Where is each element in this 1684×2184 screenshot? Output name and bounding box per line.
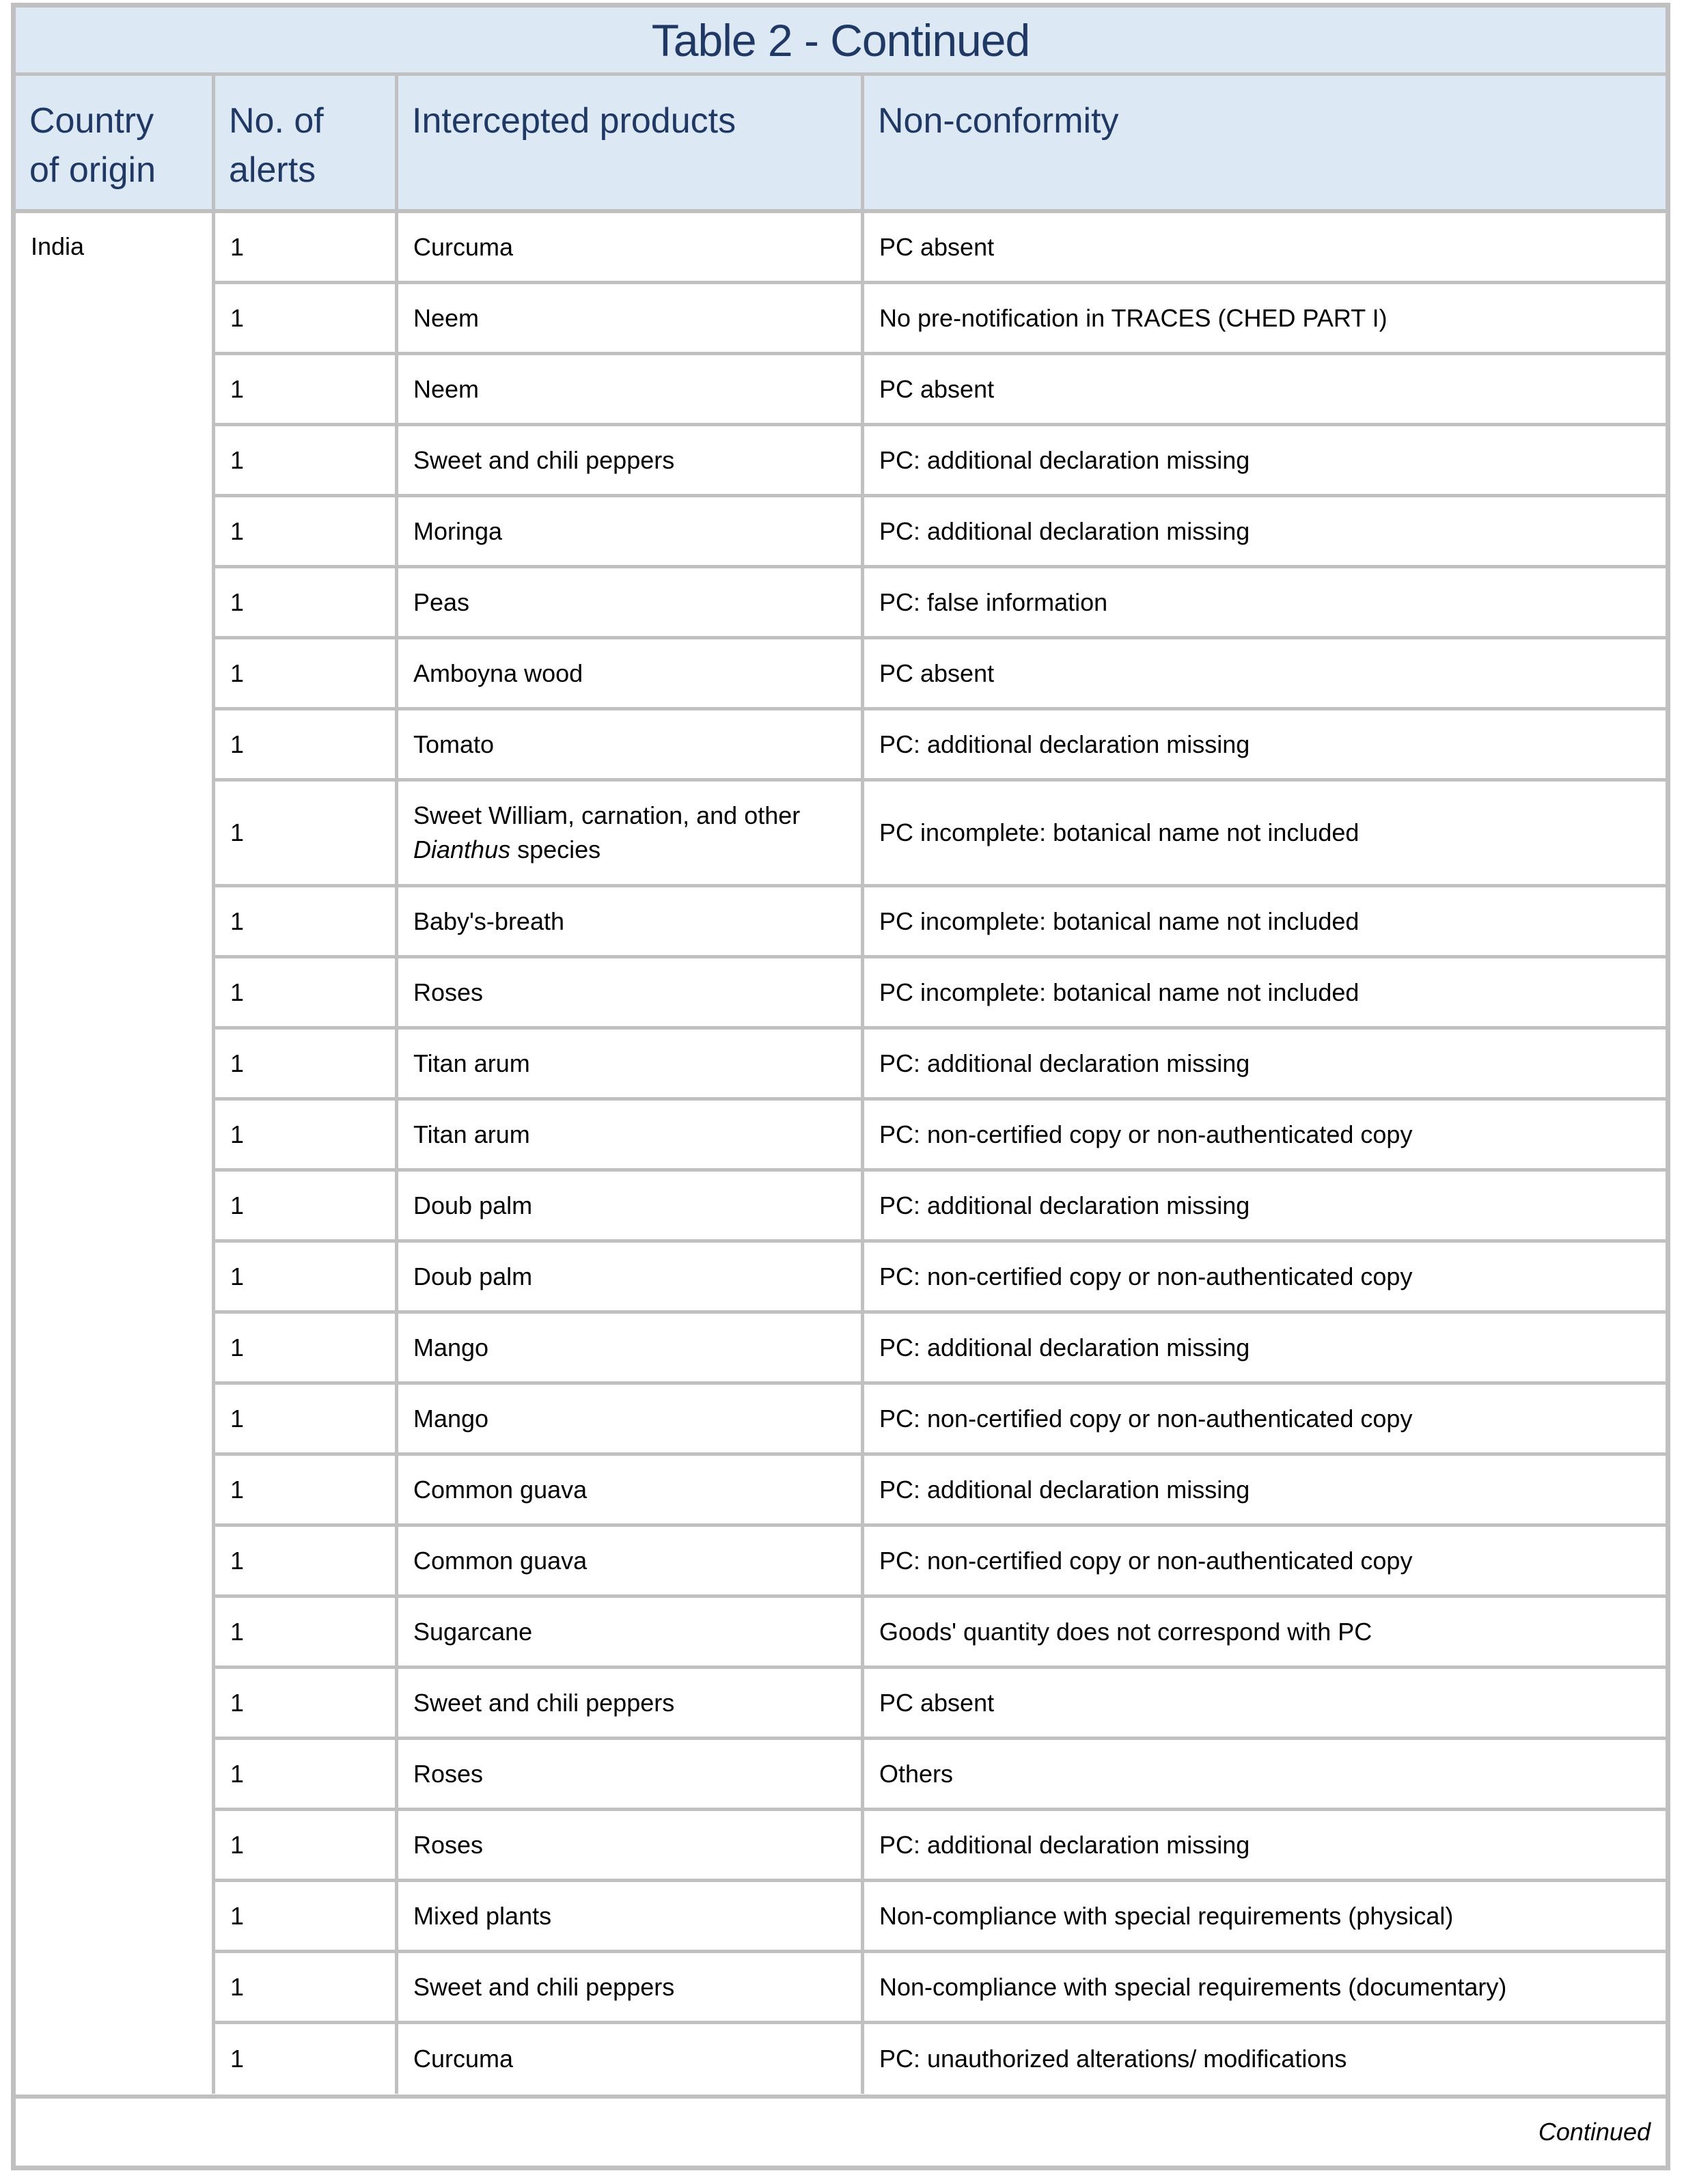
table-row xyxy=(215,1385,1666,1456)
product-cell: Sweet and chili peppers xyxy=(398,1953,864,2021)
alerts-cell: 1 xyxy=(215,2024,398,2094)
table-row xyxy=(215,1527,1666,1598)
nonconformity-cell: PC incomplete: botanical name not included xyxy=(879,978,1359,1006)
alerts-cell: 1 xyxy=(215,1172,398,1239)
alerts-cell: 1 xyxy=(215,887,398,955)
country-cell: India xyxy=(16,213,215,2094)
header-alerts-line-1: No. of xyxy=(229,101,324,141)
rows-container xyxy=(215,213,1666,2094)
alerts-cell: 1 xyxy=(215,426,398,494)
nonconformity-cell: PC: non-certified copy or non-authenticated copy xyxy=(879,1404,1413,1433)
product-cell: Doub palm xyxy=(398,1243,864,1310)
product-cell: Neem xyxy=(398,284,864,352)
alerts-cell: 1 xyxy=(215,1029,398,1097)
alerts-cell: 1 xyxy=(215,1101,398,1168)
header-intercepted-products: Intercepted products xyxy=(398,76,864,209)
nonconformity-cell: PC: additional declaration missing xyxy=(879,516,1250,545)
table-row xyxy=(215,958,1666,1029)
nonconformity-cell: PC absent xyxy=(879,659,995,687)
table-row xyxy=(215,1598,1666,1669)
product-cell xyxy=(398,782,864,884)
nonconformity-cell: No pre-notification in TRACES (CHED PART I) xyxy=(879,303,1388,332)
table-row xyxy=(215,1314,1666,1385)
product-cell: Curcuma xyxy=(398,2024,864,2094)
product-cell: Common guava xyxy=(398,1527,864,1594)
nonconformity-cell: PC: additional declaration missing xyxy=(879,1830,1250,1859)
nonconformity-cell: PC: non-certified copy or non-authenticated copy xyxy=(879,1546,1413,1575)
header-country-line-2: of origin xyxy=(29,150,156,190)
header-no-of-alerts xyxy=(215,76,398,209)
nonconformity-cell: PC absent xyxy=(879,374,995,403)
nonconformity-cell: PC: unauthorized alterations/ modifications xyxy=(879,2045,1347,2073)
nonconformity-cell: PC: false information xyxy=(879,588,1108,616)
alerts-cell: 1 xyxy=(215,1314,398,1381)
alerts-cell: 1 xyxy=(215,1669,398,1737)
table-row xyxy=(215,213,1666,284)
header-non-conformity: Non-conformity xyxy=(878,101,1119,141)
table-row xyxy=(215,355,1666,426)
table-row xyxy=(215,1882,1666,1953)
nonconformity-cell: PC: additional declaration missing xyxy=(879,730,1250,758)
product-cell: Common guava xyxy=(398,1456,864,1523)
product-cell: Roses xyxy=(398,958,864,1026)
product-cell: Peas xyxy=(398,568,864,636)
header-country-of-origin xyxy=(16,76,215,209)
alerts-cell: 1 xyxy=(215,958,398,1026)
data-table xyxy=(11,3,1670,2170)
table-row xyxy=(215,2024,1666,2094)
alerts-cell: 1 xyxy=(215,284,398,352)
product-cell: Moringa xyxy=(398,497,864,565)
product-cell: Titan arum xyxy=(398,1101,864,1168)
table-row xyxy=(215,497,1666,568)
product-cell: Doub palm xyxy=(398,1172,864,1239)
product-text-suffix: species xyxy=(510,835,601,863)
alerts-cell: 1 xyxy=(215,1953,398,2021)
nonconformity-cell: Non-compliance with special requirements (documentary) xyxy=(879,1972,1507,2001)
alerts-cell: 1 xyxy=(215,1243,398,1310)
nonconformity-cell: Non-compliance with special requirements (physical) xyxy=(879,1901,1454,1930)
alerts-cell: 1 xyxy=(215,1527,398,1594)
table-row xyxy=(215,639,1666,710)
product-cell: Sweet and chili peppers xyxy=(398,1669,864,1737)
nonconformity-cell: PC: additional declaration missing xyxy=(879,1475,1250,1504)
nonconformity-cell: PC: non-certified copy or non-authenticated copy xyxy=(879,1120,1413,1148)
product-cell: Amboyna wood xyxy=(398,639,864,707)
continued-note: Continued xyxy=(1538,2118,1651,2146)
alerts-cell: 1 xyxy=(215,1456,398,1523)
nonconformity-cell: PC incomplete: botanical name not included xyxy=(879,907,1359,935)
nonconformity-cell: PC: additional declaration missing xyxy=(879,1049,1250,1077)
table-row xyxy=(215,1456,1666,1527)
nonconformity-cell: PC incomplete: botanical name not included xyxy=(879,818,1359,846)
header-country-line-1: Country xyxy=(29,101,154,141)
alerts-cell: 1 xyxy=(215,1811,398,1879)
alerts-cell: 1 xyxy=(215,1740,398,1808)
alerts-cell: 1 xyxy=(215,710,398,778)
table-row xyxy=(215,568,1666,639)
table-row xyxy=(215,710,1666,782)
product-text xyxy=(413,799,800,867)
table-row xyxy=(215,1243,1666,1314)
alerts-cell: 1 xyxy=(215,782,398,884)
table-footer-row xyxy=(16,2095,1666,2166)
alerts-cell: 1 xyxy=(215,355,398,423)
nonconformity-cell: PC: additional declaration missing xyxy=(879,1191,1250,1219)
table-header-row xyxy=(16,76,1666,213)
table-row xyxy=(215,1740,1666,1811)
table-row xyxy=(215,1953,1666,2024)
product-cell: Mango xyxy=(398,1385,864,1452)
product-cell: Neem xyxy=(398,355,864,423)
alerts-cell: 1 xyxy=(215,1598,398,1665)
header-alerts-line-2: alerts xyxy=(229,150,316,190)
table-row xyxy=(215,1029,1666,1101)
table-title: Table 2 - Continued xyxy=(651,14,1030,66)
nonconformity-cell: PC absent xyxy=(879,232,995,261)
product-cell: Roses xyxy=(398,1811,864,1879)
table-body xyxy=(16,213,1666,2094)
alerts-cell: 1 xyxy=(215,568,398,636)
table-row xyxy=(215,1669,1666,1740)
table-row xyxy=(215,887,1666,958)
table-row xyxy=(215,1172,1666,1243)
table-row xyxy=(215,1101,1666,1172)
product-cell: Curcuma xyxy=(398,213,864,281)
table-title-row xyxy=(16,8,1666,76)
nonconformity-cell: PC: additional declaration missing xyxy=(879,1333,1250,1361)
product-text-prefix: Sweet William, carnation, and other xyxy=(413,801,801,829)
alerts-cell: 1 xyxy=(215,1882,398,1950)
table-row xyxy=(215,1811,1666,1882)
table-row xyxy=(215,284,1666,355)
product-cell: Roses xyxy=(398,1740,864,1808)
product-cell: Baby's-breath xyxy=(398,887,864,955)
product-text-italic-genus: Dianthus xyxy=(413,835,511,863)
alerts-cell: 1 xyxy=(215,1385,398,1452)
product-cell: Tomato xyxy=(398,710,864,778)
nonconformity-cell: PC: additional declaration missing xyxy=(879,445,1250,474)
product-cell: Mango xyxy=(398,1314,864,1381)
alerts-cell: 1 xyxy=(215,639,398,707)
nonconformity-cell: PC: non-certified copy or non-authenticated copy xyxy=(879,1262,1413,1290)
table-row xyxy=(215,426,1666,497)
nonconformity-cell: Others xyxy=(879,1759,954,1788)
product-cell: Mixed plants xyxy=(398,1882,864,1950)
nonconformity-cell: PC absent xyxy=(879,1688,995,1717)
product-cell: Sweet and chili peppers xyxy=(398,426,864,494)
product-cell: Sugarcane xyxy=(398,1598,864,1665)
nonconformity-cell: Goods' quantity does not correspond with PC xyxy=(879,1617,1372,1646)
table-row xyxy=(215,782,1666,887)
alerts-cell: 1 xyxy=(215,213,398,281)
alerts-cell: 1 xyxy=(215,497,398,565)
product-cell: Titan arum xyxy=(398,1029,864,1097)
